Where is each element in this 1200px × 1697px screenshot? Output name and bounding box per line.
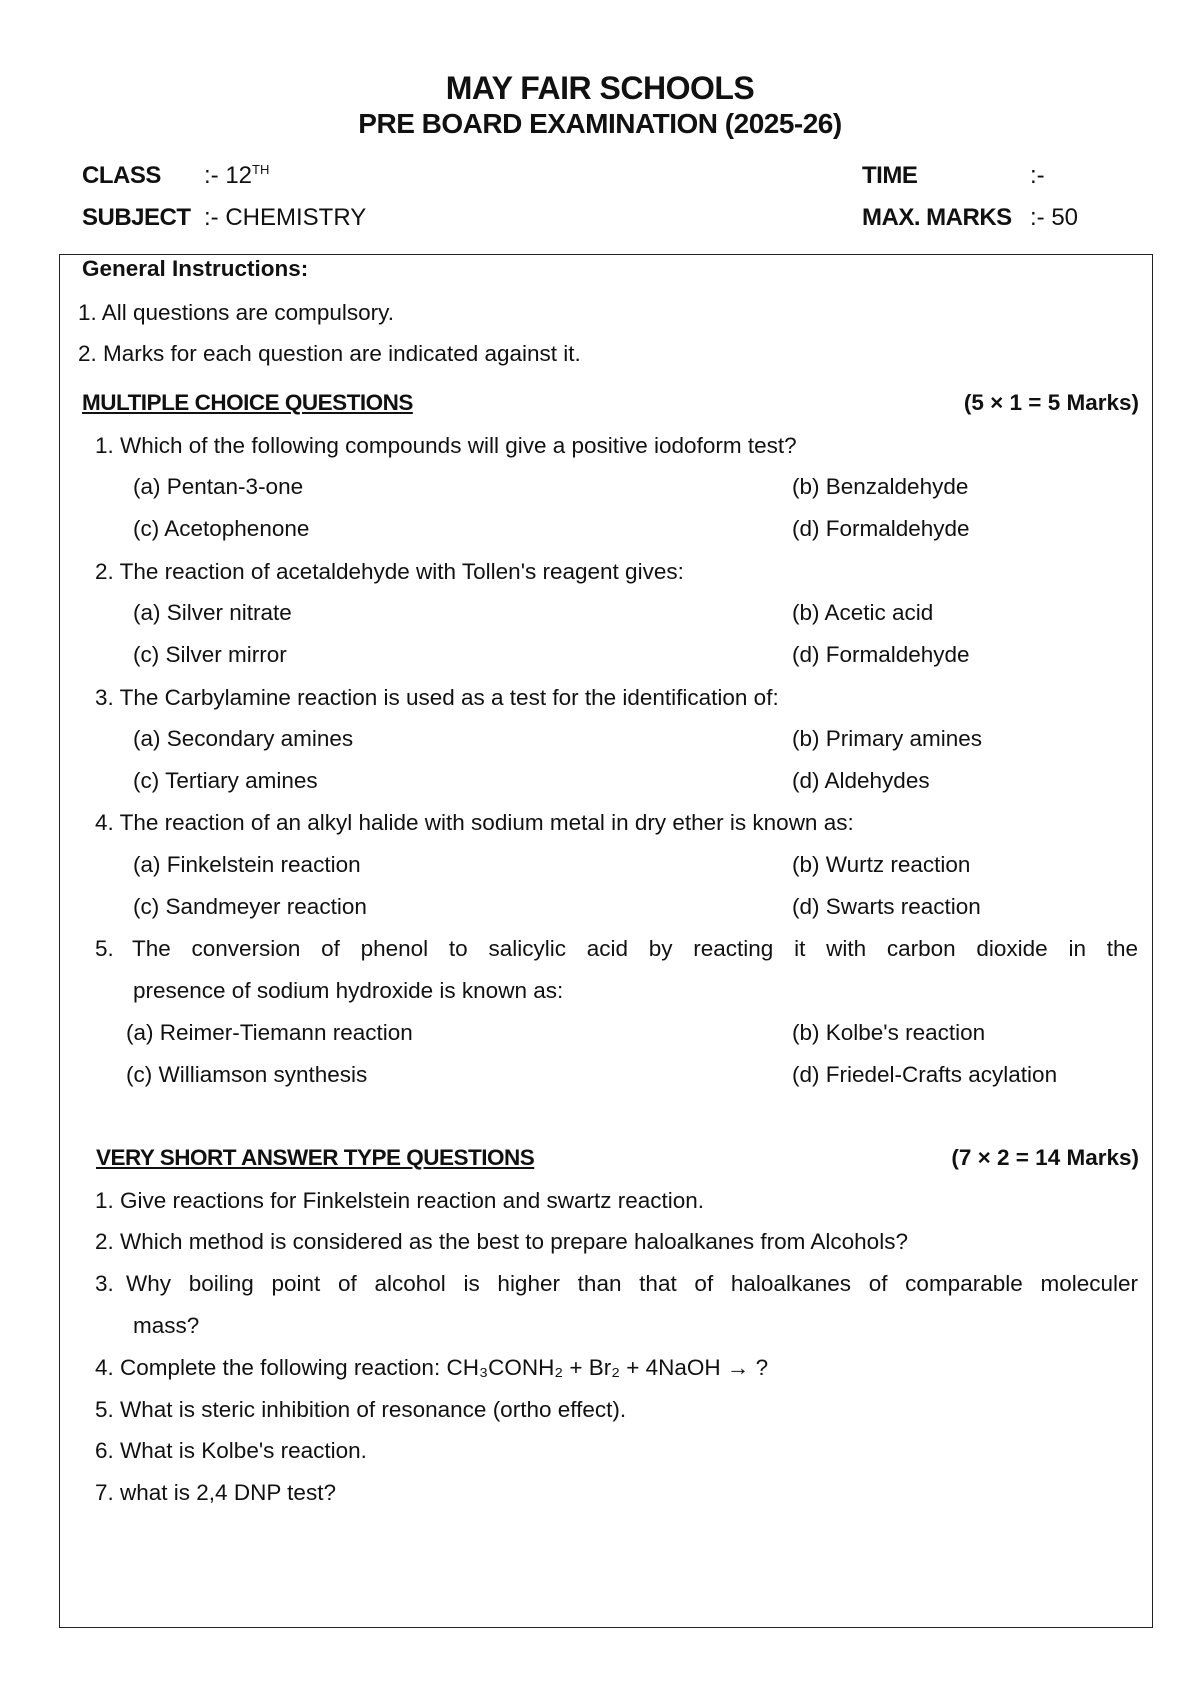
mcq-option: (a) Finkelstein reaction <box>133 852 361 877</box>
mcq-option: (b) Kolbe's reaction <box>792 1020 986 1045</box>
mcq-question-continued: presence of sodium hydroxide is known as: <box>133 978 564 1003</box>
mcq-option: (b) Wurtz reaction <box>792 852 971 877</box>
mcq-section-title: MULTIPLE CHOICE QUESTIONS <box>82 390 413 415</box>
vsa-question: Why boiling point of alcohol is higher than that of haloalkanes of comparable moleculer <box>126 1271 1138 1296</box>
mcq-marks: (5 × 1 = 5 Marks) <box>963 390 1139 415</box>
vsa-marks: (7 × 2 = 14 Marks) <box>951 1145 1139 1170</box>
mcq-option: (c) Williamson synthesis <box>126 1062 368 1087</box>
vsa-question: 6. What is Kolbe's reaction. <box>95 1438 367 1463</box>
mcq-question: 4. The reaction of an alkyl halide with sodium metal in dry ether is known as: <box>95 810 854 835</box>
vsa-question: 5. What is steric inhibition of resonance (ortho effect). <box>95 1397 627 1422</box>
max-marks-label: MAX. MARKS <box>862 204 1012 231</box>
mcq-option: (d) Formaldehyde <box>792 642 970 667</box>
mcq-option: (c) Tertiary amines <box>133 768 318 793</box>
mcq-option: (a) Reimer-Tiemann reaction <box>126 1020 413 1045</box>
mcq-option: (b) Acetic acid <box>792 600 934 625</box>
mcq-option: (d) Friedel-Crafts acylation <box>792 1062 1058 1087</box>
mcq-option: (a) Secondary amines <box>133 726 354 751</box>
mcq-option: (a) Pentan-3-one <box>133 474 304 499</box>
mcq-question: 1. Which of the following compounds will give a positive iodoform test? <box>95 433 797 458</box>
mcq-option: (d) Swarts reaction <box>792 894 981 919</box>
mcq-option: (d) Formaldehyde <box>792 516 970 541</box>
instruction-item: 2. Marks for each question are indicated against it. <box>78 341 581 366</box>
vsa-question-continued: mass? <box>133 1313 200 1338</box>
vsa-question: 1. Give reactions for Finkelstein reaction and swartz reaction. <box>95 1188 705 1213</box>
mcq-option: (c) Acetophenone <box>133 516 310 541</box>
class-value: :- 12TH <box>204 162 270 189</box>
school-name: MAY FAIR SCHOOLS <box>445 70 755 106</box>
mcq-option: (b) Benzaldehyde <box>792 474 969 499</box>
vsa-question-number: 3. <box>95 1271 114 1296</box>
subject-value: :- CHEMISTRY <box>204 204 367 231</box>
mcq-question-number: 5. <box>95 936 114 961</box>
mcq-question: 3. The Carbylamine reaction is used as a test for the identification of: <box>95 685 779 710</box>
max-marks-value: :- 50 <box>1030 204 1079 231</box>
instruction-item: 1. All questions are compulsory. <box>78 300 394 325</box>
mcq-option: (a) Silver nitrate <box>133 600 292 625</box>
vsa-question: 4. Complete the following reaction: CH₃CONH₂ + Br₂ + 4NaOH → ? <box>95 1355 769 1380</box>
time-value: :- <box>1030 162 1045 189</box>
vsa-question: 2. Which method is considered as the best to prepare haloalkanes from Alcohols? <box>95 1229 908 1254</box>
vsa-section-title: VERY SHORT ANSWER TYPE QUESTIONS <box>96 1145 535 1170</box>
mcq-option: (c) Sandmeyer reaction <box>133 894 367 919</box>
class-label: CLASS <box>82 162 161 189</box>
mcq-option: (c) Silver mirror <box>133 642 287 667</box>
mcq-question: The conversion of phenol to salicylic acid by reacting it with carbon dioxide in the <box>132 936 1138 961</box>
instructions-title: General Instructions: <box>82 256 309 281</box>
subject-label: SUBJECT <box>82 204 191 231</box>
vsa-question: 7. what is 2,4 DNP test? <box>95 1480 336 1505</box>
mcq-question: 2. The reaction of acetaldehyde with Tollen's reagent gives: <box>95 559 684 584</box>
exam-title: PRE BOARD EXAMINATION (2025-26) <box>358 108 842 139</box>
mcq-option: (b) Primary amines <box>792 726 983 751</box>
mcq-option: (d) Aldehydes <box>792 768 930 793</box>
time-label: TIME <box>862 162 918 189</box>
